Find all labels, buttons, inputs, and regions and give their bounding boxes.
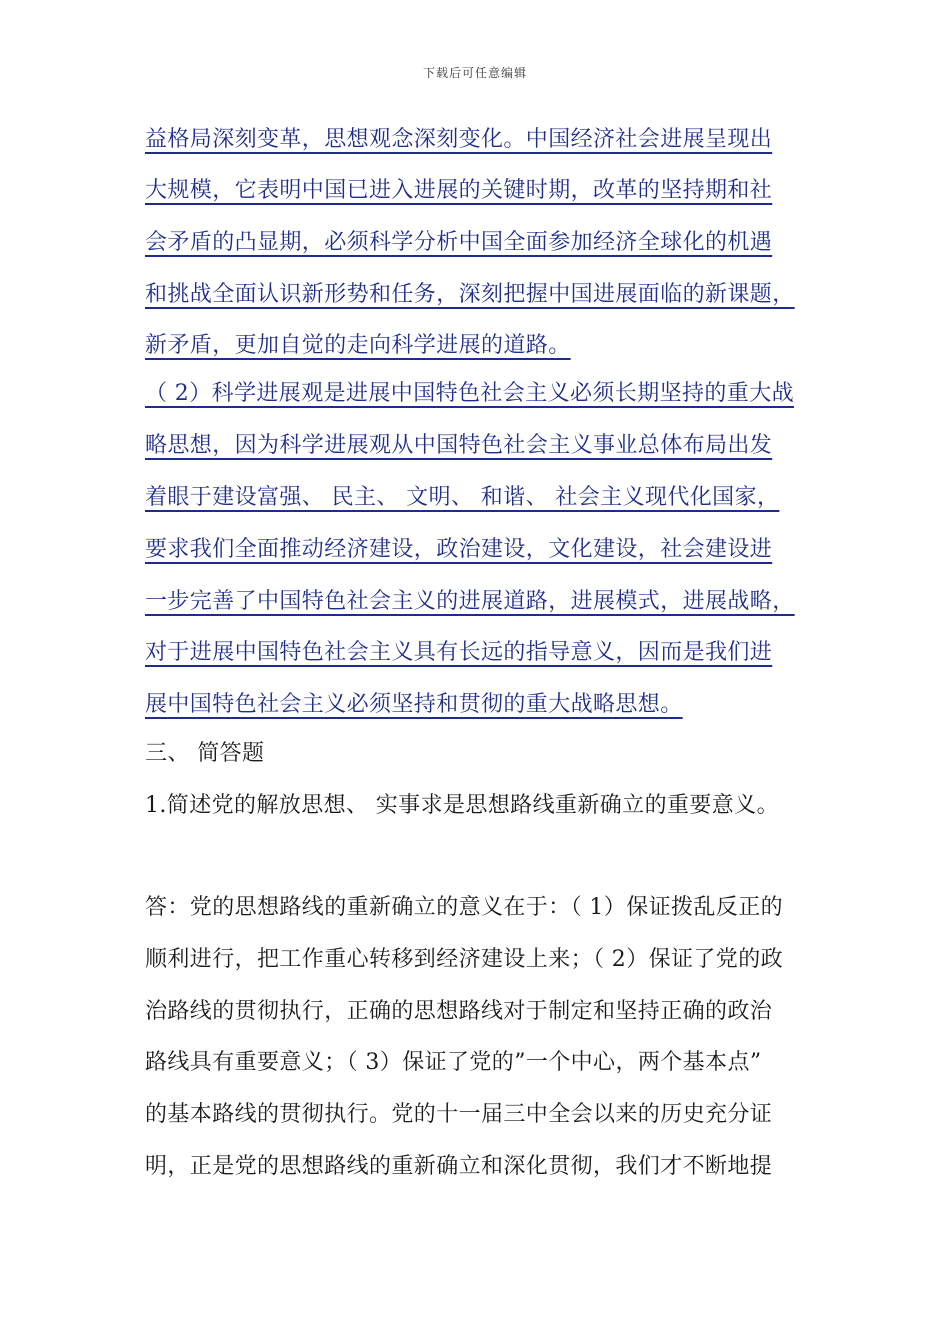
answer-line: 答：党的思想路线的重新确立的意义在于：（ 1）保证拨乱反正的 [145,895,783,920]
section-heading: 三、 简答题 [145,741,265,766]
page-header: 下载后可任意编辑 [422,66,527,80]
answer-line: 治路线的贯彻执行，正确的思想路线对于制定和坚持正确的政治 [145,999,773,1024]
link-paragraph-1-line[interactable]: 益格局深刻变革，思想观念深刻变化。中国经济社会进展呈现出 [145,127,773,152]
link-paragraph-1-line[interactable]: 会矛盾的凸显期，必须科学分析中国全面参加经济全球化的机遇 [145,230,773,255]
link-paragraph-2-line[interactable]: 展中国特色社会主义必须坚持和贯彻的重大战略思想。 [145,692,683,717]
link-paragraph-1-line[interactable]: 大规模，它表明中国已进入进展的关键时期，改革的坚持期和社 [145,178,773,203]
link-paragraph-2-line[interactable]: 着眼于建设富强、 民主、 文明、 和谐、 社会主义现代化国家， [145,485,780,510]
question-text: 1.简述党的解放思想、 实事求是思想路线重新确立的重要意义。 [145,793,779,818]
link-paragraph-2-line[interactable]: 一步完善了中国特色社会主义的进展道路，进展模式，进展战略， [145,589,795,614]
link-paragraph-1-line[interactable]: 新矛盾，更加自觉的走向科学进展的道路。 [145,333,571,358]
answer-line: 顺利进行，把工作重心转移到经济建设上来；（ 2）保证了党的政 [145,947,783,972]
link-paragraph-2-line[interactable]: 要求我们全面推动经济建设，政治建设，文化建设，社会建设进 [145,537,773,562]
answer-line: 明，正是党的思想路线的重新确立和深化贯彻，我们才不断地提 [145,1154,773,1179]
link-paragraph-1-line[interactable]: 和挑战全面认识新形势和任务，深刻把握中国进展面临的新课题， [145,282,795,307]
link-paragraph-2-line[interactable]: 对于进展中国特色社会主义具有长远的指导意义，因而是我们进 [145,640,773,665]
link-paragraph-2-line[interactable]: （ 2）科学进展观是进展中国特色社会主义必须长期坚持的重大战 [145,381,794,406]
answer-line: 的基本路线的贯彻执行。党的十一届三中全会以来的历史充分证 [145,1102,773,1127]
link-paragraph-2-line[interactable]: 略思想，因为科学进展观从中国特色社会主义事业总体布局出发 [145,433,773,458]
answer-line: 路线具有重要意义；（ 3）保证了党的”一个中心，两个基本点” [145,1050,762,1075]
